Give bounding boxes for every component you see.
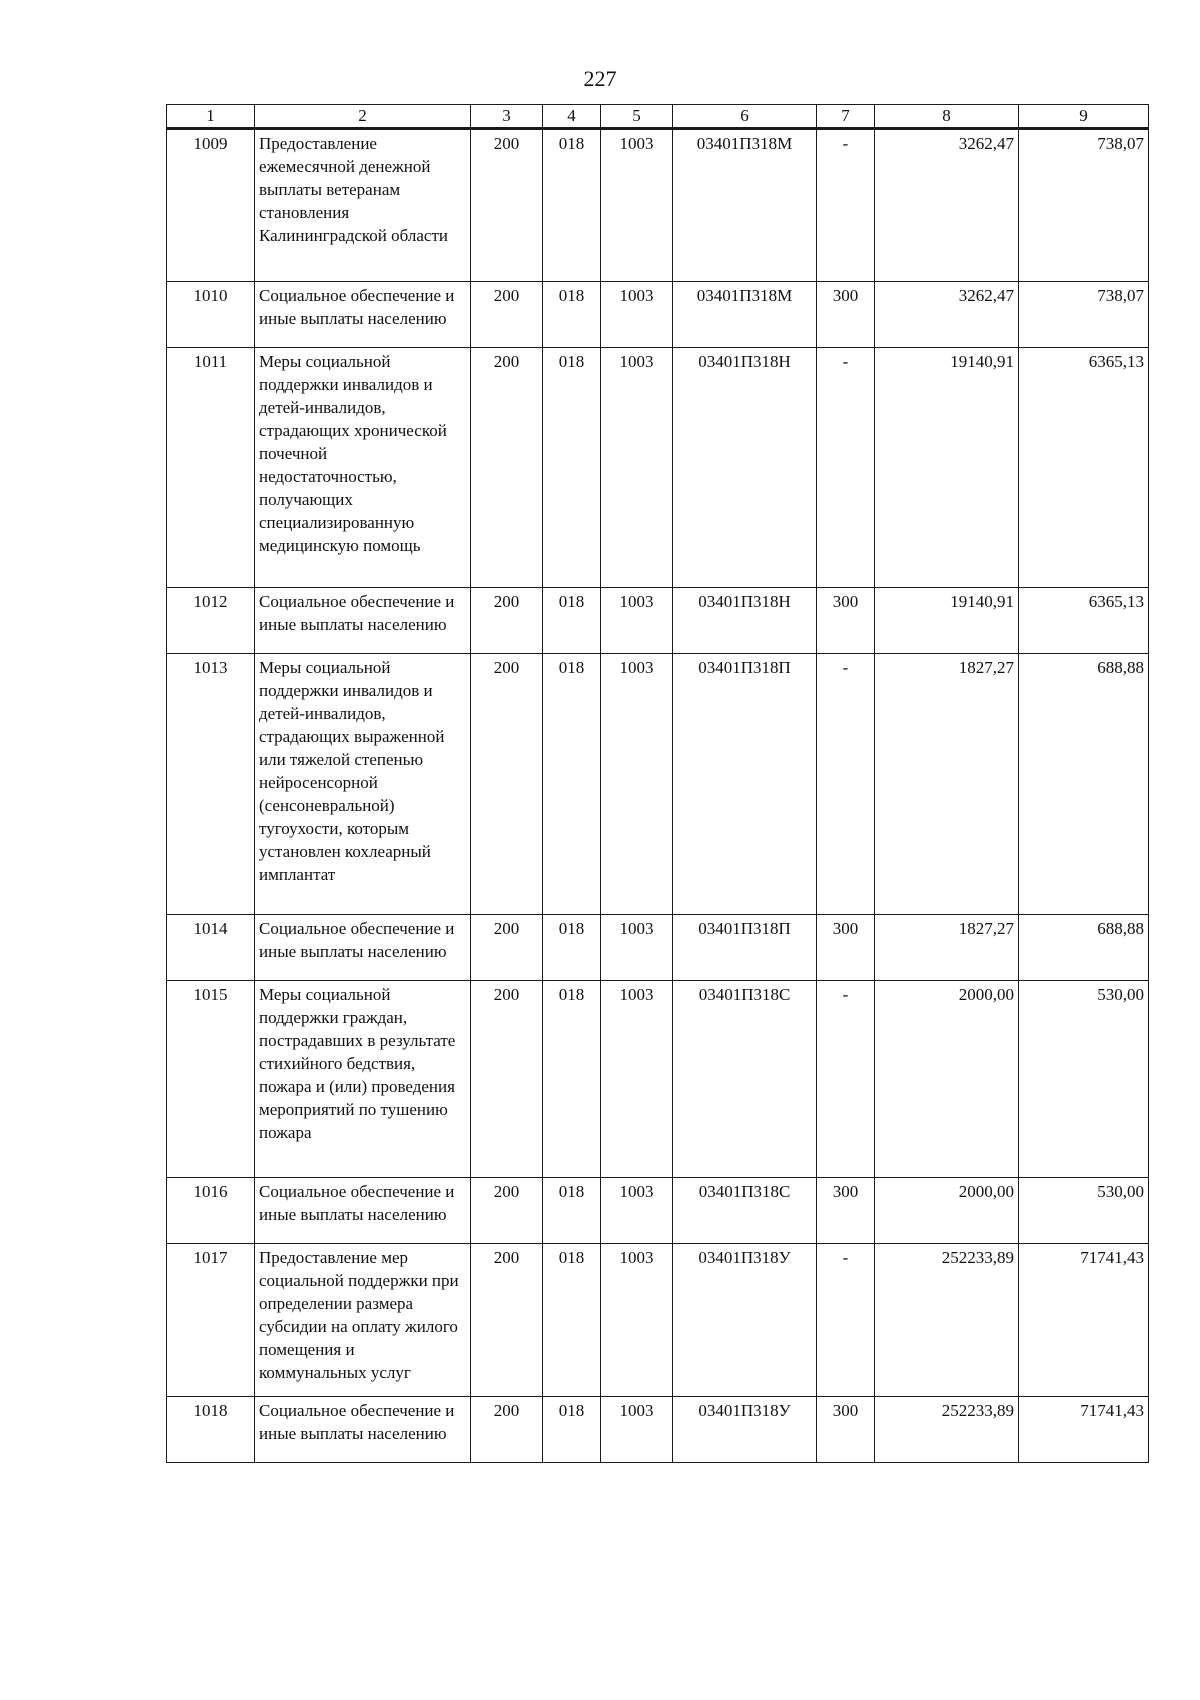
cell-amount-9: 688,88 [1019,654,1149,915]
cell-col4: 018 [543,348,601,588]
cell-target-code: 03401П318С [673,981,817,1178]
cell-col4: 018 [543,588,601,654]
cell-col7: - [817,654,875,915]
cell-col4: 018 [543,282,601,348]
cell-col3: 200 [471,1244,543,1397]
cell-amount-8: 19140,91 [875,588,1019,654]
cell-target-code: 03401П318М [673,129,817,282]
table-row [167,981,1149,1178]
column-header: 2 [255,105,471,129]
row-number: 1012 [167,588,255,654]
cell-amount-9: 738,07 [1019,282,1149,348]
cell-col3: 200 [471,1397,543,1463]
cell-col4: 018 [543,1178,601,1244]
table-row [167,1397,1149,1463]
cell-col7: 300 [817,588,875,654]
page-number: 227 [583,66,617,91]
row-number: 1010 [167,282,255,348]
cell-amount-8: 1827,27 [875,915,1019,981]
cell-col7: - [817,348,875,588]
cell-amount-9: 71741,43 [1019,1397,1149,1463]
column-header: 3 [471,105,543,129]
row-name: Меры социальной поддержки инвалидов и детей-инвалидов, страдающих хронической почечной недостаточностью, получающих специализированную медицинскую помощь [255,348,471,588]
cell-target-code: 03401П318У [673,1397,817,1463]
cell-target-code: 03401П318М [673,282,817,348]
row-name: Меры социальной поддержки инвалидов и детей-инвалидов, страдающих выраженной или тяжелой степенью нейросенсорной (сенсоневральной) тугоухости, которым установлен кохлеарный имплантат [255,654,471,915]
table-row [167,1244,1149,1397]
cell-col5: 1003 [601,129,673,282]
cell-col5: 1003 [601,1397,673,1463]
cell-col5: 1003 [601,1244,673,1397]
table-header [167,105,1149,129]
cell-target-code: 03401П318П [673,654,817,915]
cell-amount-8: 1827,27 [875,654,1019,915]
cell-col5: 1003 [601,282,673,348]
cell-col4: 018 [543,1244,601,1397]
row-number: 1016 [167,1178,255,1244]
table-row [167,1178,1149,1244]
column-header: 6 [673,105,817,129]
cell-amount-9: 738,07 [1019,129,1149,282]
cell-col4: 018 [543,1397,601,1463]
cell-col7: 300 [817,1397,875,1463]
table-row [167,654,1149,915]
cell-col5: 1003 [601,1178,673,1244]
cell-target-code: 03401П318П [673,915,817,981]
column-header: 8 [875,105,1019,129]
cell-col4: 018 [543,981,601,1178]
column-header: 7 [817,105,875,129]
row-name: Социальное обеспечение и иные выплаты населению [255,1178,471,1244]
cell-target-code: 03401П318У [673,1244,817,1397]
cell-col7: 300 [817,1178,875,1244]
cell-amount-9: 6365,13 [1019,348,1149,588]
cell-amount-9: 530,00 [1019,981,1149,1178]
cell-col3: 200 [471,129,543,282]
cell-amount-8: 3262,47 [875,282,1019,348]
row-number: 1017 [167,1244,255,1397]
row-number: 1018 [167,1397,255,1463]
cell-amount-8: 19140,91 [875,348,1019,588]
row-number: 1015 [167,981,255,1178]
cell-col5: 1003 [601,588,673,654]
row-name: Предоставление мер социальной поддержки при определении размера субсидии на оплату жилого помещения и коммунальных услуг [255,1244,471,1397]
cell-target-code: 03401П318Н [673,588,817,654]
column-header: 1 [167,105,255,129]
table-row [167,129,1149,282]
cell-amount-9: 6365,13 [1019,588,1149,654]
row-name: Меры социальной поддержки граждан, пострадавших в результате стихийного бедствия, пожара и (или) проведения мероприятий по тушению пожара [255,981,471,1178]
cell-col5: 1003 [601,915,673,981]
row-number: 1011 [167,348,255,588]
cell-col4: 018 [543,654,601,915]
row-name: Социальное обеспечение и иные выплаты населению [255,915,471,981]
row-name: Социальное обеспечение и иные выплаты населению [255,588,471,654]
table-row [167,915,1149,981]
row-name: Предоставление ежемесячной денежной выплаты ветеранам становления Калининградской области [255,129,471,282]
column-header: 4 [543,105,601,129]
cell-amount-9: 688,88 [1019,915,1149,981]
table-row [167,348,1149,588]
row-number: 1014 [167,915,255,981]
cell-col7: - [817,1244,875,1397]
cell-amount-9: 530,00 [1019,1178,1149,1244]
cell-col3: 200 [471,282,543,348]
cell-col3: 200 [471,588,543,654]
cell-col5: 1003 [601,348,673,588]
cell-col3: 200 [471,981,543,1178]
cell-col3: 200 [471,1178,543,1244]
cell-col7: - [817,129,875,282]
row-number: 1009 [167,129,255,282]
cell-col3: 200 [471,348,543,588]
cell-col7: 300 [817,282,875,348]
cell-amount-8: 252233,89 [875,1244,1019,1397]
header-row [167,105,1149,129]
row-name: Социальное обеспечение и иные выплаты населению [255,282,471,348]
cell-col3: 200 [471,654,543,915]
cell-amount-8: 252233,89 [875,1397,1019,1463]
table-body [167,129,1149,1463]
cell-col5: 1003 [601,981,673,1178]
cell-amount-8: 3262,47 [875,129,1019,282]
cell-col3: 200 [471,915,543,981]
cell-col4: 018 [543,129,601,282]
cell-col4: 018 [543,915,601,981]
table-row [167,282,1149,348]
column-header: 5 [601,105,673,129]
cell-amount-8: 2000,00 [875,981,1019,1178]
table-row [167,588,1149,654]
cell-amount-9: 71741,43 [1019,1244,1149,1397]
cell-col7: 300 [817,915,875,981]
cell-target-code: 03401П318С [673,1178,817,1244]
budget-table [166,104,1149,1463]
column-header: 9 [1019,105,1149,129]
cell-amount-8: 2000,00 [875,1178,1019,1244]
row-name: Социальное обеспечение и иные выплаты населению [255,1397,471,1463]
cell-target-code: 03401П318Н [673,348,817,588]
cell-col5: 1003 [601,654,673,915]
row-number: 1013 [167,654,255,915]
cell-col7: - [817,981,875,1178]
